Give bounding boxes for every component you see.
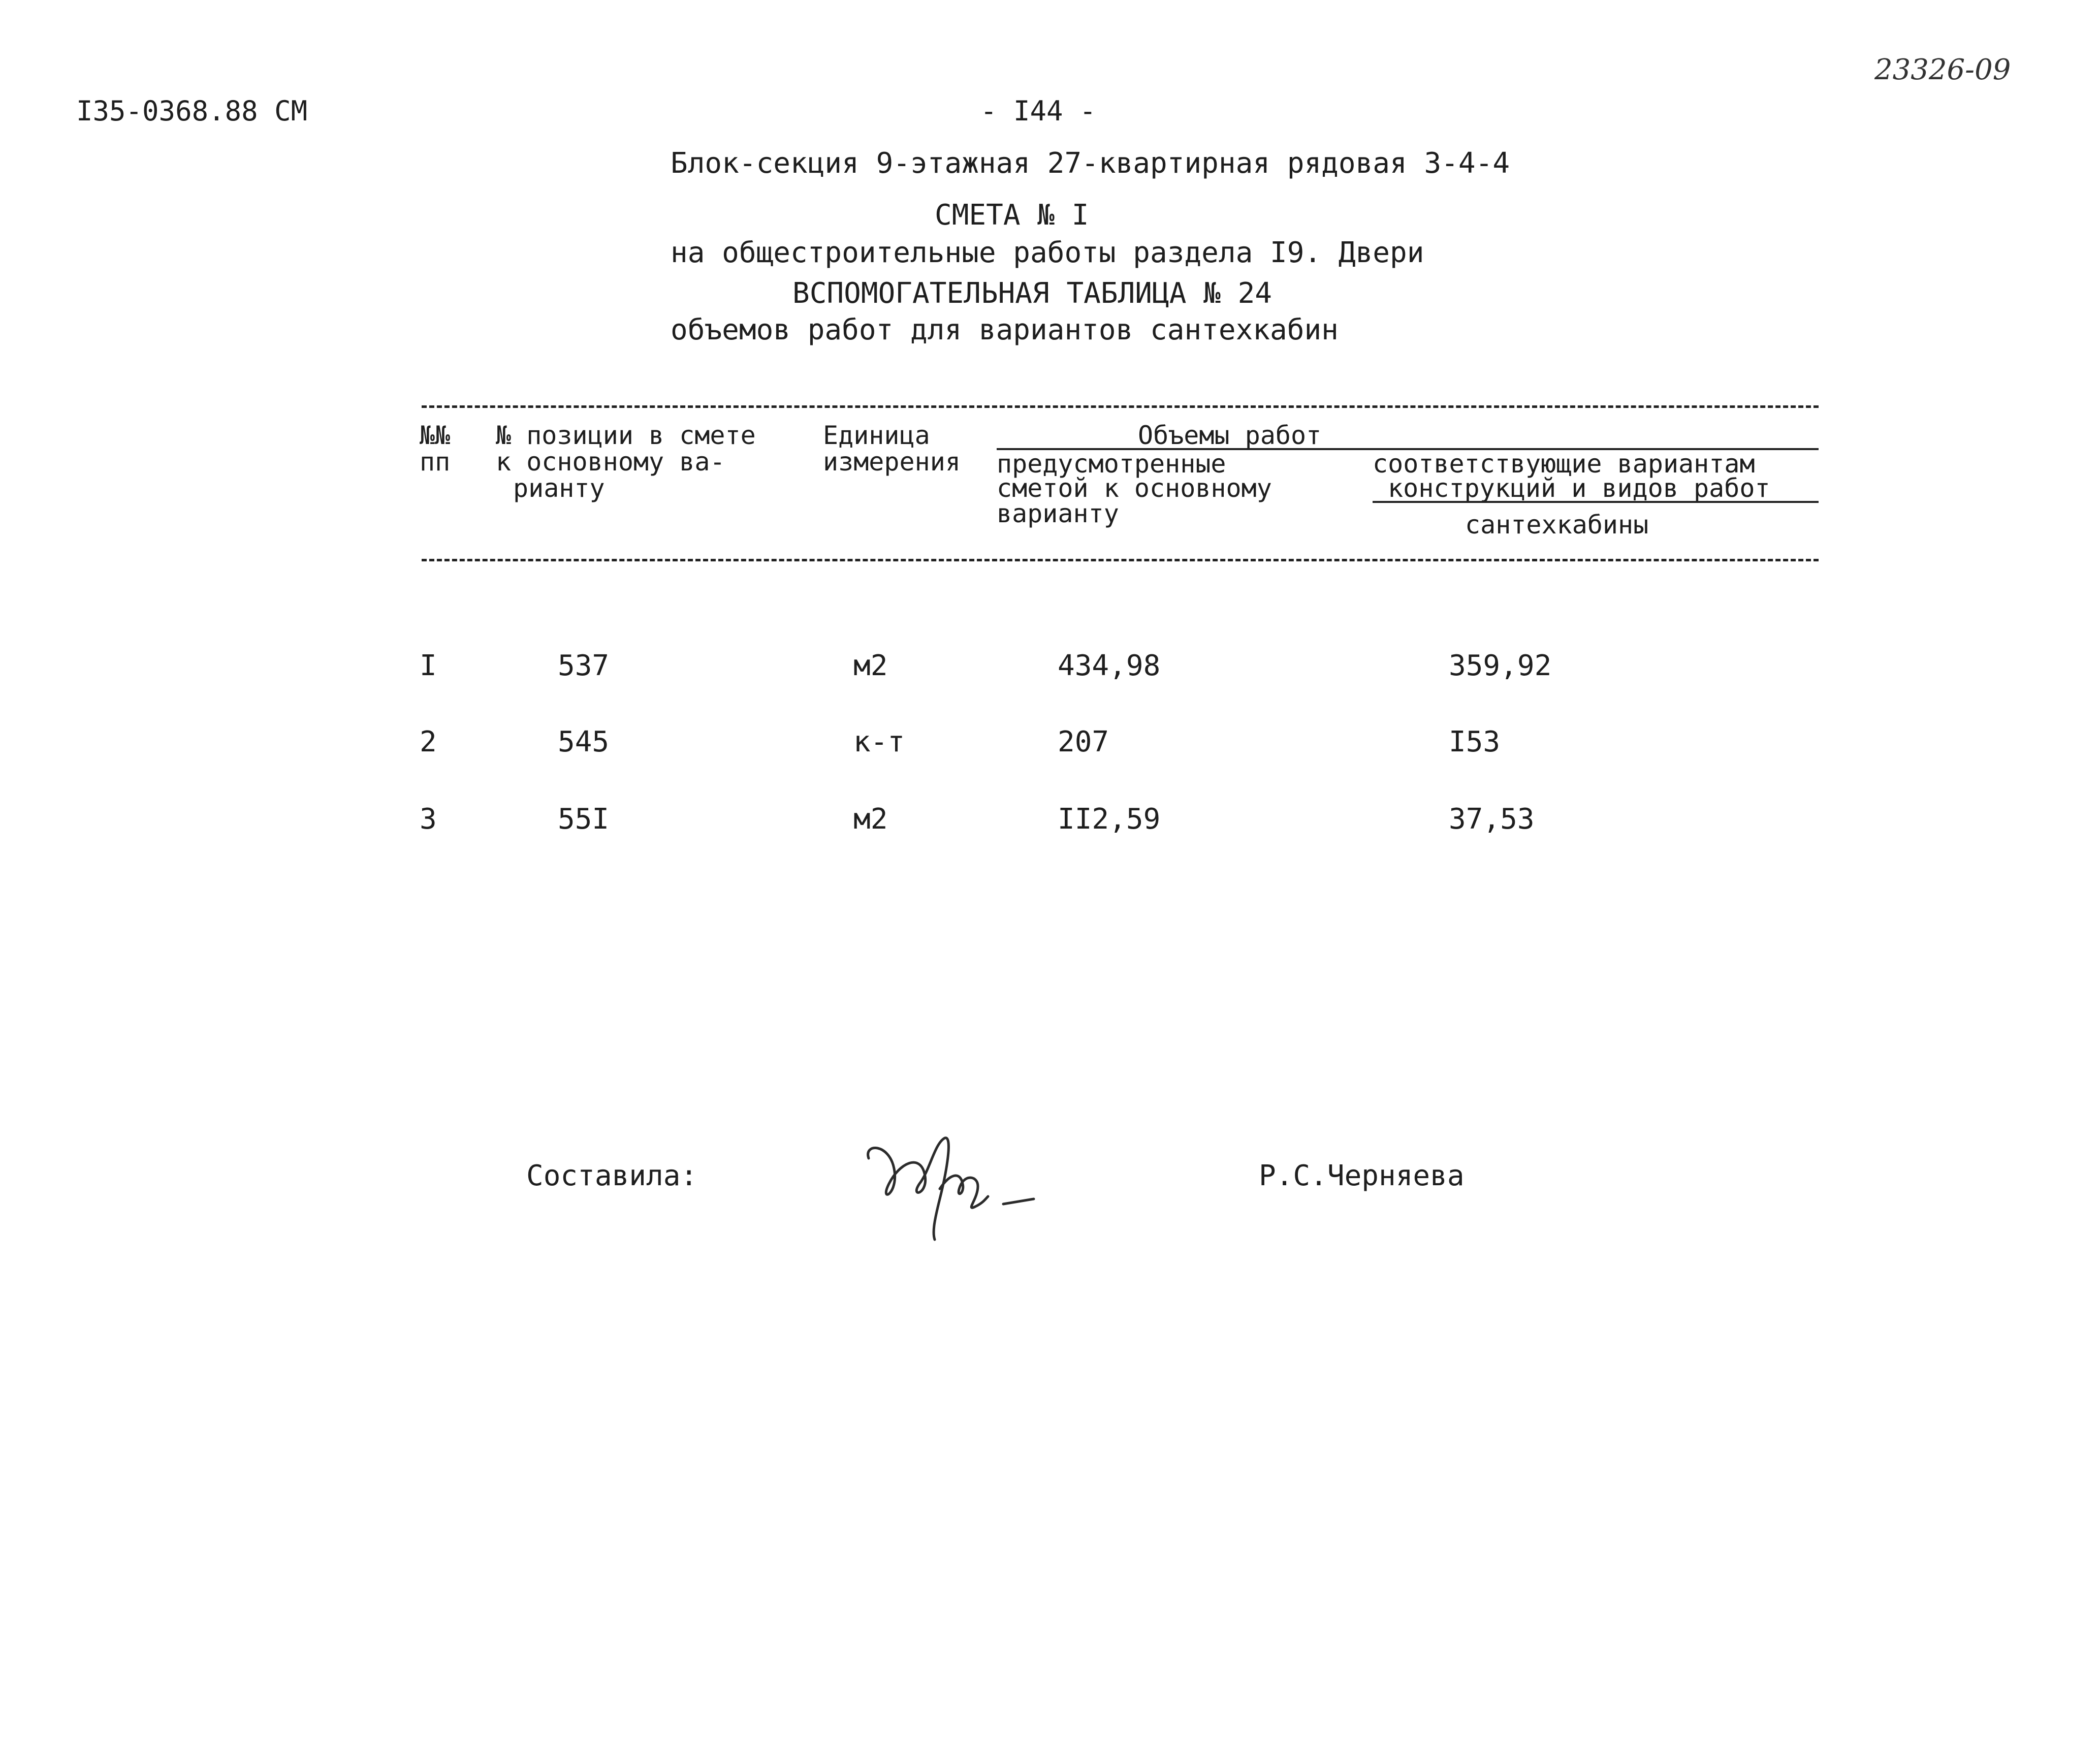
header-unit-2: измерения [823, 447, 961, 477]
archive-number: 23326-09 [1874, 53, 2011, 86]
cell-num: 3 [420, 803, 437, 836]
cell-base-volume: 434,98 [1058, 649, 1161, 682]
composed-by-label: Составила: [526, 1159, 698, 1192]
cell-num: I [420, 649, 437, 682]
cell-unit: к-т [853, 725, 905, 758]
cell-unit: м2 [853, 803, 888, 836]
header-base-3: варианту [997, 499, 1119, 528]
cell-base-volume: II2,59 [1058, 803, 1161, 836]
cell-variant-volume: 359,92 [1449, 649, 1552, 682]
header-position-2: к основному ва- [496, 447, 725, 477]
header-base-1: предусмотренные [997, 449, 1226, 479]
aux-table-subject: объемов работ для вариантов сантехкабин [671, 313, 1339, 346]
header-unit-1: Единица [823, 421, 930, 450]
cell-position: 537 [558, 649, 610, 682]
signer-name: Р.С.Черняева [1259, 1159, 1465, 1192]
header-volumes: Объемы работ [1138, 421, 1322, 450]
cell-position: 55I [558, 803, 610, 836]
header-variant-1: соответствующие вариантам [1373, 449, 1755, 479]
header-variant-underline [1373, 501, 1819, 503]
document-code: I35-0368.88 CM [76, 95, 308, 127]
header-num-1: №№ [420, 421, 451, 450]
estimate-title: СМЕТА № I [935, 199, 1089, 232]
cell-base-volume: 207 [1058, 725, 1109, 758]
cell-unit: м2 [853, 649, 888, 682]
header-position-1: № позиции в смете [496, 421, 756, 450]
block-section-title: Блок-секция 9-этажная 27-квартирная рядовая 3-4-4 [671, 147, 1510, 180]
cell-variant-volume: I53 [1449, 725, 1501, 758]
cell-num: 2 [420, 725, 437, 758]
header-position-3: рианту [513, 473, 605, 503]
table-header-rule [422, 559, 1819, 561]
header-variant-2: конструкций и видов работ [1388, 473, 1770, 503]
page-number: - I44 - [980, 95, 1096, 127]
aux-table-title: ВСПОМОГАТЕЛЬНАЯ ТАБЛИЦА № 24 [792, 277, 1272, 310]
cell-variant-volume: 37,53 [1449, 803, 1535, 836]
cell-position: 545 [558, 725, 610, 758]
table-top-rule [422, 405, 1819, 408]
header-num-2: пп [420, 447, 451, 477]
estimate-subject: на общестроительные работы раздела I9. Двери [671, 236, 1424, 269]
header-base-2: сметой к основному [997, 473, 1272, 503]
signature-mark [858, 1123, 1052, 1245]
header-variant-3: сантехкабины [1465, 510, 1649, 540]
